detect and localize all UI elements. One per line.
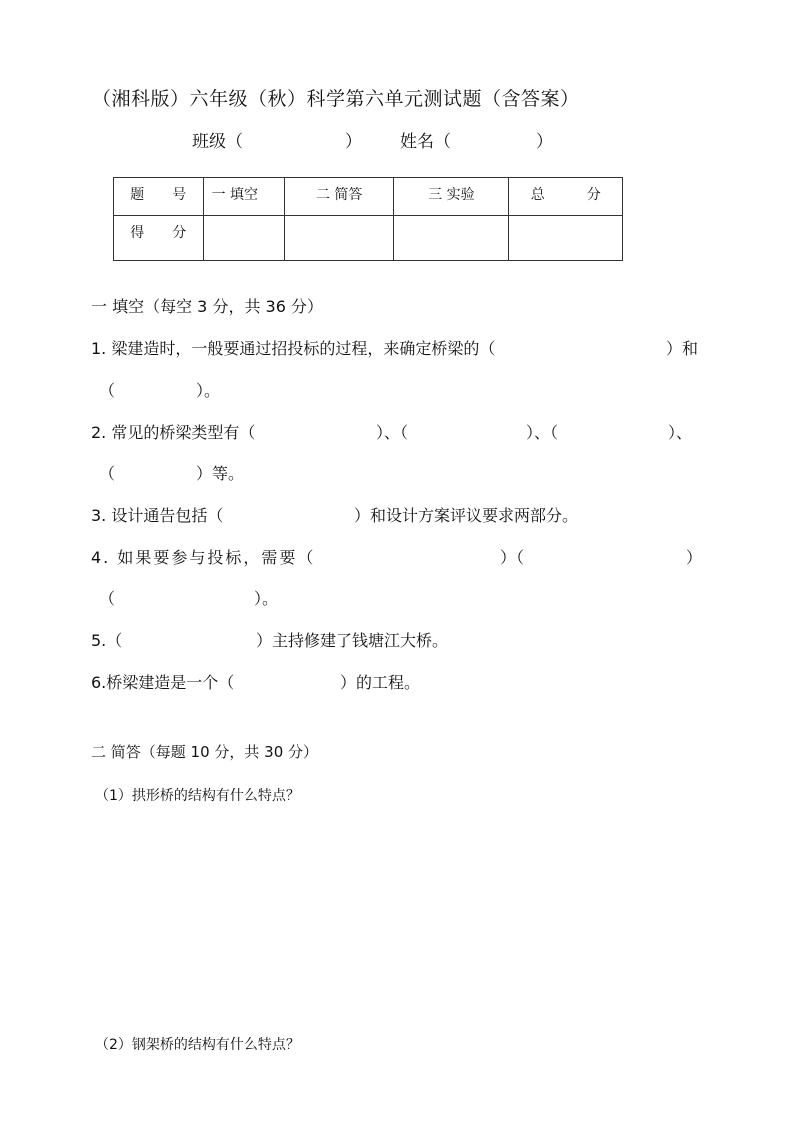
q1-text-end: ）和 bbox=[666, 339, 699, 358]
section1-heading: 一 填空（每空 3 分，共 36 分） bbox=[91, 297, 323, 316]
q1-blank-close: ）。 bbox=[196, 381, 221, 400]
q5-end: ）主持修建了钱塘江大桥。 bbox=[256, 631, 449, 650]
q2-sep-3: ）、 bbox=[668, 423, 693, 442]
q2-sep-2: ）、（ bbox=[526, 423, 559, 442]
score-cell-exp[interactable] bbox=[394, 216, 509, 261]
class-field-label: 班级（ ） bbox=[192, 132, 362, 152]
score-cell-fill[interactable] bbox=[203, 216, 285, 261]
q5-text: 5.（ bbox=[91, 631, 123, 650]
header-cell-short: 二 简答 bbox=[315, 187, 363, 203]
q6-text: 6.桥梁建造是一个（ bbox=[91, 673, 235, 692]
q3-end: ）和设计方案评议要求两部分。 bbox=[354, 506, 579, 525]
q3-text: 3. 设计通告包括（ bbox=[91, 506, 224, 525]
score-table-score-row bbox=[114, 216, 623, 261]
q2-blank-open: （ bbox=[99, 464, 116, 483]
header-cell-exp: 三 实验 bbox=[428, 187, 475, 203]
name-field-label: 姓名（ ） bbox=[400, 132, 553, 152]
q4-close: ） bbox=[686, 548, 703, 567]
score-cell-short[interactable] bbox=[285, 216, 394, 261]
header-cell-fill: 一 填空 bbox=[211, 187, 259, 203]
header-cell-number: 题 号 bbox=[130, 187, 187, 203]
q4-text: 4. 如果要参与投标，需要（ bbox=[91, 548, 316, 567]
q4-blank-open: （ bbox=[99, 589, 116, 608]
header-cell-total: 总 分 bbox=[530, 187, 601, 203]
q1-blank-open: （ bbox=[99, 381, 116, 400]
section2-q2: （2）钢架桥的结构有什么特点？ bbox=[95, 1037, 300, 1053]
q4-sep: ）（ bbox=[500, 548, 525, 567]
score-table-header-row bbox=[114, 178, 623, 216]
section2-q1: （1）拱形桥的结构有什么特点？ bbox=[95, 788, 300, 804]
score-cell-total[interactable] bbox=[509, 216, 623, 261]
score-table bbox=[113, 177, 623, 261]
q2-text: 2. 常见的桥梁类型有（ bbox=[91, 423, 256, 442]
q4-end: ）。 bbox=[254, 589, 279, 608]
q2-sep-1: ）、（ bbox=[376, 423, 409, 442]
score-row-label: 得 分 bbox=[130, 225, 187, 241]
section2-heading: 二 简答（每题 10 分，共 30 分） bbox=[91, 743, 319, 761]
page-title: （湘科版）六年级（秋）科学第六单元测试题（含答案） bbox=[92, 88, 580, 110]
q2-end: ）等。 bbox=[196, 464, 245, 483]
q6-end: ）的工程。 bbox=[340, 673, 421, 692]
q1-text: 1. 梁建造时，一般要通过招投标的过程，来确定桥梁的（ bbox=[91, 339, 496, 358]
